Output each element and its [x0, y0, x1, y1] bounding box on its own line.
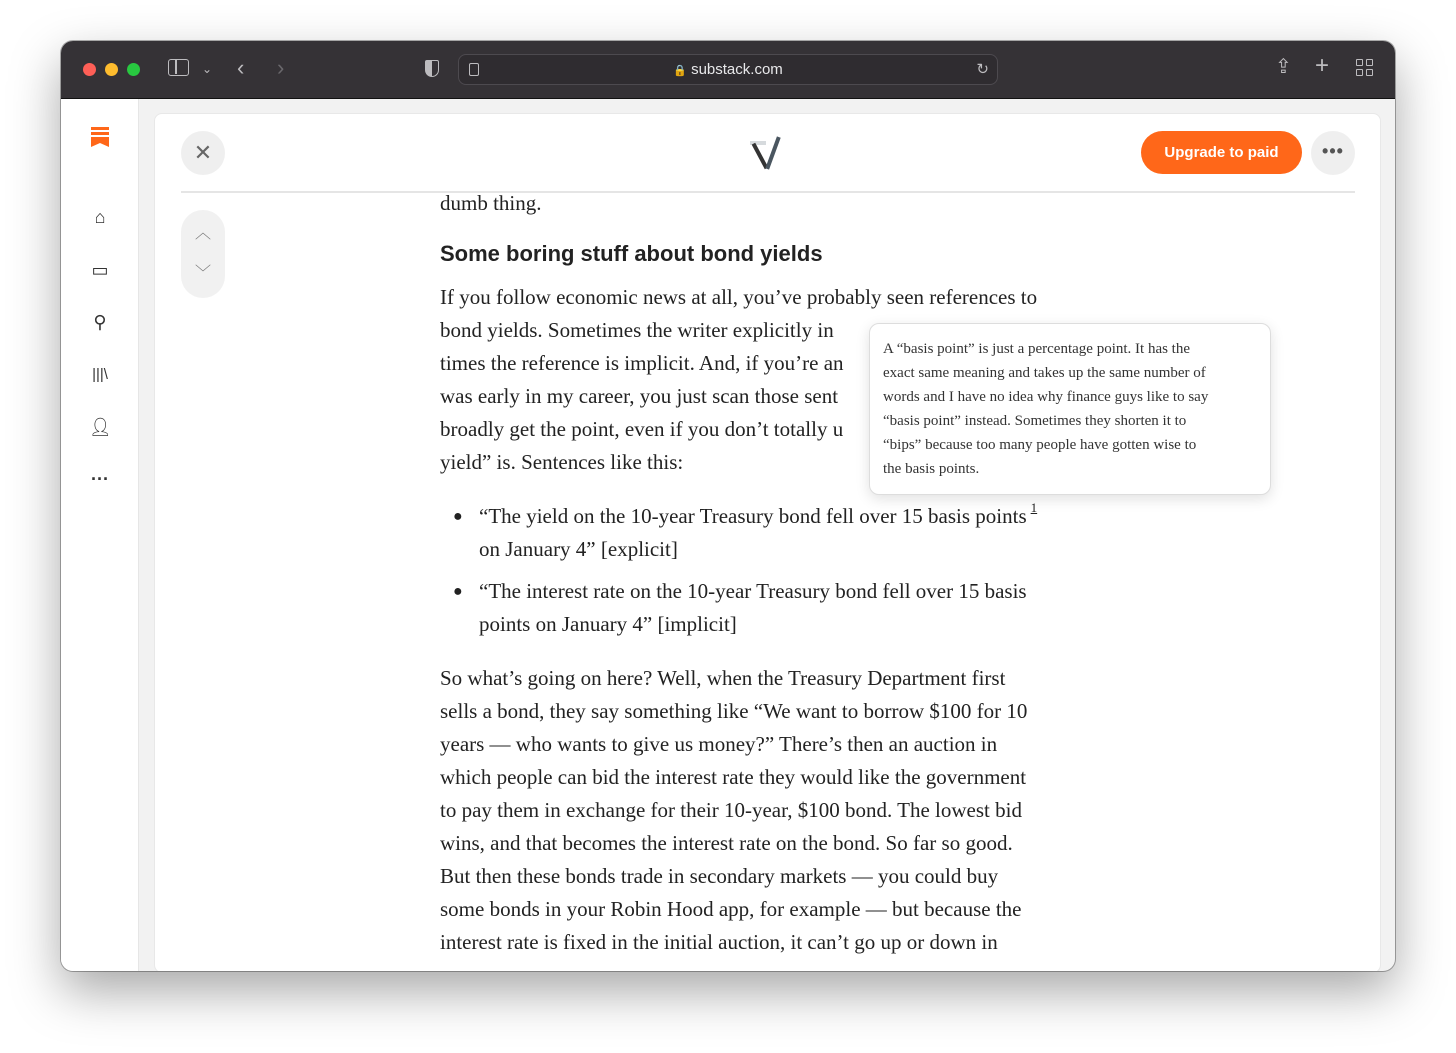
paragraph — [440, 662, 1100, 959]
back-icon[interactable]: ‹ — [237, 55, 245, 80]
text-line: “The interest rate on the 10-year Treasury bond fell over 15 basis — [479, 579, 1027, 603]
lead-text: dumb thing. — [440, 191, 542, 215]
sidebar-toggle-icon[interactable] — [168, 59, 189, 76]
browser-toolbar — [61, 41, 1395, 99]
more-icon[interactable]: ··· — [91, 469, 109, 489]
browser-window — [61, 41, 1395, 971]
reader-icon[interactable] — [469, 63, 479, 76]
share-icon[interactable]: ⇪ — [1275, 56, 1292, 78]
text-line: A “basis point” is just a percentage point. It has the — [883, 341, 1191, 357]
zoom-window-button[interactable] — [127, 63, 140, 76]
text-line: times the reference is implicit. And, if you’re an — [440, 351, 844, 375]
minimize-window-button[interactable] — [105, 63, 118, 76]
substack-logo-icon[interactable] — [89, 125, 111, 147]
text-line: bond yields. Sometimes the writer explicitly in — [440, 318, 834, 342]
section-heading: Some boring stuff about bond yields — [440, 241, 823, 266]
text-line: yield” is. Sentences like this: — [440, 450, 684, 474]
text-line: to pay them in exchange for their 10-year, $100 bond. The lowest bid — [440, 798, 1022, 822]
more-options-button[interactable]: ••• — [1311, 131, 1355, 175]
text-line: wins, and that becomes the interest rate on the bond. So far so good. — [440, 831, 1013, 855]
new-tab-icon[interactable]: + — [1315, 52, 1330, 79]
text-line: interest rate is fixed in the initial auction, it can’t go up or down in — [440, 930, 998, 954]
text-line: “basis point” instead. Sometimes they shorten it to — [883, 413, 1187, 429]
text-line: points on January 4” [implicit] — [479, 612, 737, 636]
lock-icon: 🔒 — [673, 65, 687, 77]
text-line: which people can bid the interest rate they would like the government — [440, 765, 1027, 789]
text-line: sells a bond, they say something like “We want to borrow $100 for 10 — [440, 699, 1028, 723]
substack-sidebar — [61, 99, 139, 971]
profile-icon[interactable]: 👤︎ — [89, 417, 112, 437]
publication-logo[interactable] — [750, 136, 786, 172]
list-item: ● “The interest rate on the 10-year Treasury bond fell over 15 basis points on January 4” [implicit] — [440, 575, 1100, 641]
close-post-button[interactable]: ✕ — [181, 131, 225, 175]
footnote-anchor[interactable]: 1 — [1030, 500, 1038, 515]
text-line: So what’s going on here? Well, when the Treasury Department first — [440, 666, 1006, 690]
text-line: If you follow economic news at all, you’ve probably seen references to — [440, 285, 1038, 309]
privacy-shield-icon[interactable] — [425, 60, 439, 77]
text-line: the basis points. — [883, 461, 980, 477]
example-list — [440, 500, 1100, 641]
text-line: broadly get the point, even if you don’t totally u — [440, 417, 844, 441]
next-post-icon[interactable]: ﹀ — [194, 265, 211, 282]
text-line: “The yield on the 10-year Treasury bond fell over 15 basis points $^1$ — [479, 500, 1038, 528]
chevron-down-icon[interactable]: ⌄ — [202, 62, 213, 76]
inbox-icon[interactable]: ▭ — [91, 260, 109, 280]
home-icon[interactable]: ⌂ — [94, 207, 106, 227]
text-line: was early in my career, you just scan those sent — [440, 384, 839, 408]
list-item: ● “The yield on the 10-year Treasury bond fell over 15 basis points $^1$ on January 4” [explicit] — [440, 500, 1100, 566]
close-window-button[interactable] — [83, 63, 96, 76]
url-text: substack.com — [691, 61, 783, 78]
upgrade-to-paid-button[interactable]: Upgrade to paid — [1141, 131, 1302, 174]
text-line: exact same meaning and takes up the same number of — [883, 365, 1206, 381]
post-reader — [154, 113, 1381, 971]
text-line: some bonds in your Robin Hood app, for example — but because the — [440, 897, 1022, 921]
text-line: on January 4” [explicit] — [479, 537, 678, 561]
footnote-popover — [869, 323, 1271, 495]
article-body — [440, 187, 1100, 959]
previous-post-icon[interactable]: ︿ — [194, 225, 211, 242]
text-line: “bips” because too many people have gotten wise to — [883, 437, 1197, 453]
text-line: years — who wants to give us money?” There’s then an auction in — [440, 732, 998, 756]
library-icon[interactable]: |||\ — [92, 366, 108, 383]
post-navigation — [181, 210, 225, 298]
reload-icon[interactable]: ↻ — [976, 61, 989, 78]
tab-overview-icon[interactable] — [1356, 59, 1373, 76]
text-line: But then these bonds trade in secondary markets — you could buy — [440, 864, 999, 888]
address-bar[interactable] — [458, 54, 998, 85]
search-icon[interactable]: ⚲ — [93, 312, 107, 332]
forward-icon[interactable]: › — [277, 55, 285, 80]
text-line: words and I have no idea why finance guys like to say — [883, 389, 1209, 405]
